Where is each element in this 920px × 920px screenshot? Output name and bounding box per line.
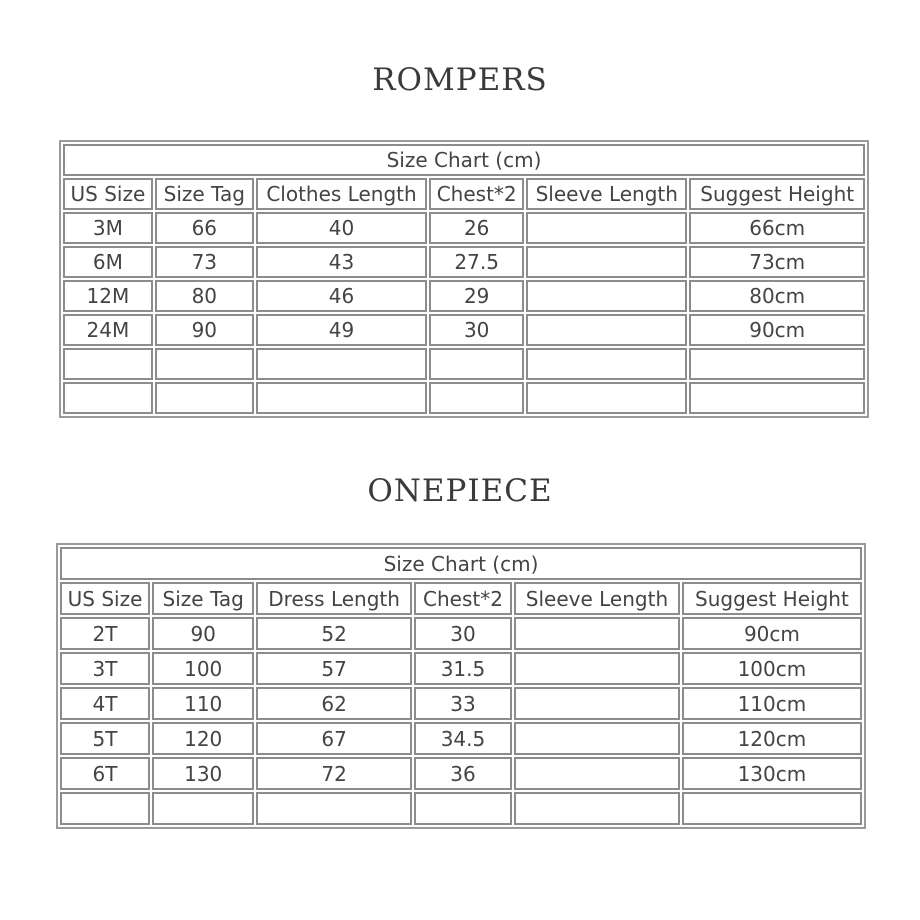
table-cell	[514, 687, 680, 720]
table-cell	[514, 617, 680, 650]
column-header: Chest*2	[414, 582, 512, 615]
table-row	[63, 246, 865, 278]
table-cell	[514, 652, 680, 685]
onepiece-heading: ONEPIECE	[367, 473, 553, 509]
table-cell	[414, 792, 512, 825]
column-header: US Size	[60, 582, 150, 615]
rompers-size-chart	[59, 140, 869, 418]
table-cell	[514, 757, 680, 790]
table-cell: 110cm	[682, 687, 862, 720]
table-caption-row	[60, 547, 862, 580]
table-cell: 40	[256, 212, 427, 244]
table-cell: 4T	[60, 687, 150, 720]
table-cell: 27.5	[429, 246, 524, 278]
table-row	[60, 722, 862, 755]
table-cell: 90	[155, 314, 254, 346]
table-cell: 43	[256, 246, 427, 278]
table-cell: 33	[414, 687, 512, 720]
table-cell: 67	[256, 722, 412, 755]
table-cell: 29	[429, 280, 524, 312]
table-cell	[152, 792, 254, 825]
table-cell	[526, 348, 687, 380]
table-cell	[429, 382, 524, 414]
table-row	[60, 687, 862, 720]
onepiece-size-chart	[56, 543, 866, 829]
table-cell	[682, 792, 862, 825]
table-cell	[256, 792, 412, 825]
column-header: Size Tag	[155, 178, 254, 210]
table-cell	[63, 382, 153, 414]
column-header: Sleeve Length	[514, 582, 680, 615]
table-cell: 130	[152, 757, 254, 790]
table-row	[63, 212, 865, 244]
table-cell: 36	[414, 757, 512, 790]
table-cell: 6T	[60, 757, 150, 790]
table-cell: 52	[256, 617, 412, 650]
table-cell	[526, 280, 687, 312]
table-cell	[63, 348, 153, 380]
table-cell	[526, 246, 687, 278]
table-cell: 90cm	[689, 314, 865, 346]
table-header-row	[63, 178, 865, 210]
table-cell: 26	[429, 212, 524, 244]
table-cell: 24M	[63, 314, 153, 346]
table-row	[60, 652, 862, 685]
table-cell: 46	[256, 280, 427, 312]
table-cell: 66cm	[689, 212, 865, 244]
table-cell	[514, 722, 680, 755]
table-cell: 80	[155, 280, 254, 312]
column-header: Suggest Height	[682, 582, 862, 615]
table-cell: 100	[152, 652, 254, 685]
column-header: US Size	[63, 178, 153, 210]
table-row	[60, 792, 862, 825]
table-cell: 73cm	[689, 246, 865, 278]
column-header: Clothes Length	[256, 178, 427, 210]
table-cell: 80cm	[689, 280, 865, 312]
table-cell: 2T	[60, 617, 150, 650]
table-cell	[526, 314, 687, 346]
table-cell: 66	[155, 212, 254, 244]
table-cell: 73	[155, 246, 254, 278]
table-cell	[689, 348, 865, 380]
table-cell: 130cm	[682, 757, 862, 790]
table-caption: Size Chart (cm)	[63, 144, 865, 176]
table-cell: 5T	[60, 722, 150, 755]
table-cell: 62	[256, 687, 412, 720]
table-cell	[256, 348, 427, 380]
table-cell: 30	[429, 314, 524, 346]
table-cell	[256, 382, 427, 414]
table-cell: 34.5	[414, 722, 512, 755]
table-cell: 31.5	[414, 652, 512, 685]
table-row	[63, 314, 865, 346]
column-header: Suggest Height	[689, 178, 865, 210]
table-cell: 3T	[60, 652, 150, 685]
table-cell: 57	[256, 652, 412, 685]
table-cell	[689, 382, 865, 414]
table-cell: 110	[152, 687, 254, 720]
table-cell: 120	[152, 722, 254, 755]
table-header-row	[60, 582, 862, 615]
table-row	[60, 617, 862, 650]
table-cell: 100cm	[682, 652, 862, 685]
table-cell: 30	[414, 617, 512, 650]
table-cell: 6M	[63, 246, 153, 278]
table-cell: 3M	[63, 212, 153, 244]
column-header: Chest*2	[429, 178, 524, 210]
table-cell: 120cm	[682, 722, 862, 755]
table-cell: 49	[256, 314, 427, 346]
table-cell: 90	[152, 617, 254, 650]
table-row	[60, 757, 862, 790]
rompers-heading: ROMPERS	[372, 62, 548, 98]
table-cell: 72	[256, 757, 412, 790]
table-cell	[155, 382, 254, 414]
column-header: Size Tag	[152, 582, 254, 615]
column-header: Sleeve Length	[526, 178, 687, 210]
table-row	[63, 348, 865, 380]
table-row	[63, 280, 865, 312]
table-caption: Size Chart (cm)	[60, 547, 862, 580]
table-cell	[526, 212, 687, 244]
table-cell: 12M	[63, 280, 153, 312]
table-cell	[60, 792, 150, 825]
table-cell	[514, 792, 680, 825]
table-cell	[155, 348, 254, 380]
table-caption-row	[63, 144, 865, 176]
table-cell	[429, 348, 524, 380]
column-header: Dress Length	[256, 582, 412, 615]
table-cell	[526, 382, 687, 414]
table-row	[63, 382, 865, 414]
table-cell: 90cm	[682, 617, 862, 650]
